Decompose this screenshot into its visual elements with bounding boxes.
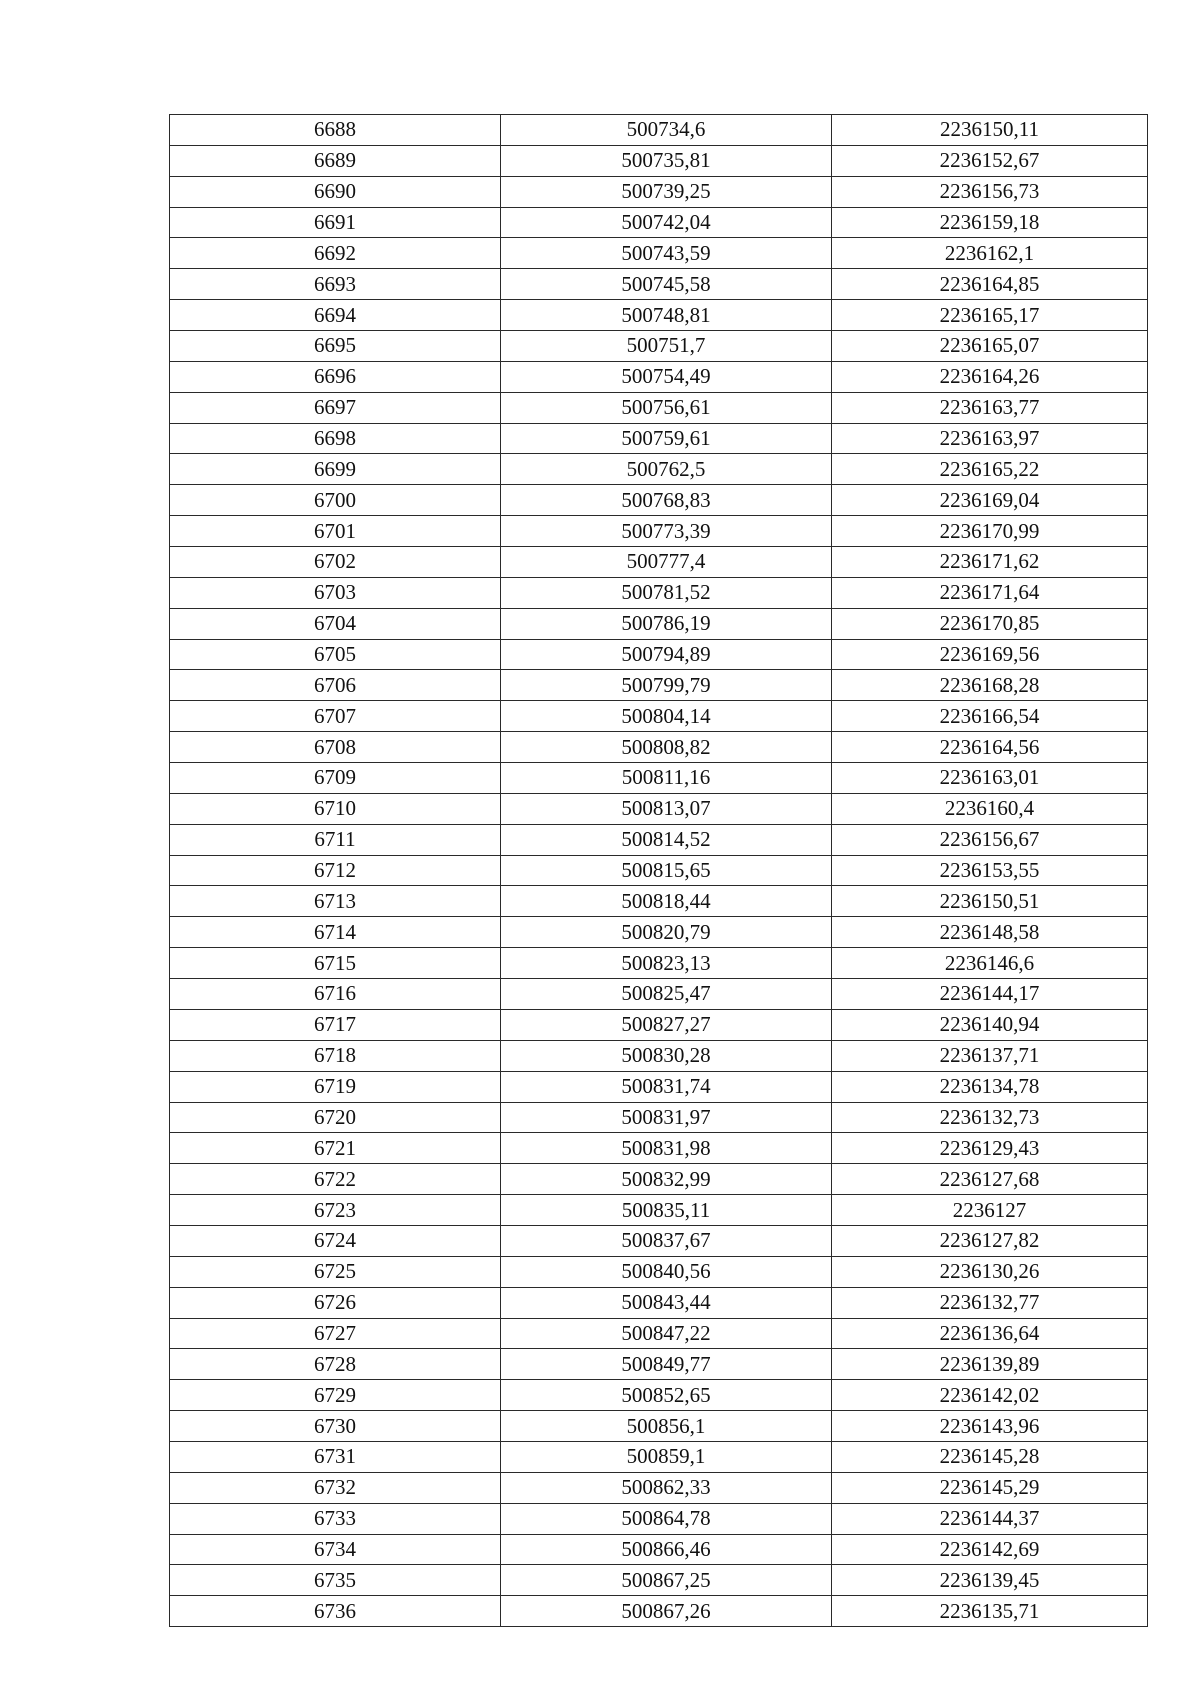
y-coordinate-cell: 2236132,77 [832,1287,1148,1318]
y-coordinate-cell: 2236144,37 [832,1503,1148,1534]
table-row [170,1256,1148,1287]
point-number-cell: 6734 [170,1534,501,1565]
point-number-cell: 6698 [170,423,501,454]
x-coordinate-cell: 500815,65 [501,855,832,886]
table-row [170,577,1148,608]
y-coordinate-cell: 2236132,73 [832,1102,1148,1133]
y-coordinate-cell: 2236137,71 [832,1040,1148,1071]
y-coordinate-cell: 2236130,26 [832,1256,1148,1287]
table-row [170,269,1148,300]
table-row [170,1287,1148,1318]
point-number-cell: 6732 [170,1472,501,1503]
table-row [170,1472,1148,1503]
x-coordinate-cell: 500813,07 [501,793,832,824]
x-coordinate-cell: 500773,39 [501,516,832,547]
point-number-cell: 6722 [170,1164,501,1195]
point-number-cell: 6714 [170,917,501,948]
x-coordinate-cell: 500825,47 [501,979,832,1010]
table-row [170,793,1148,824]
table-row [170,608,1148,639]
x-coordinate-cell: 500867,26 [501,1596,832,1627]
y-coordinate-cell: 2236142,02 [832,1380,1148,1411]
point-number-cell: 6703 [170,577,501,608]
y-coordinate-cell: 2236139,45 [832,1565,1148,1596]
x-coordinate-cell: 500847,22 [501,1318,832,1349]
point-number-cell: 6729 [170,1380,501,1411]
y-coordinate-cell: 2236163,77 [832,392,1148,423]
table-row [170,392,1148,423]
point-number-cell: 6699 [170,454,501,485]
table-row [170,1441,1148,1472]
x-coordinate-cell: 500856,1 [501,1411,832,1442]
point-number-cell: 6702 [170,547,501,578]
y-coordinate-cell: 2236170,99 [832,516,1148,547]
y-coordinate-cell: 2236145,29 [832,1472,1148,1503]
y-coordinate-cell: 2236143,96 [832,1411,1148,1442]
y-coordinate-cell: 2236165,22 [832,454,1148,485]
point-number-cell: 6716 [170,979,501,1010]
table-row [170,639,1148,670]
table-row [170,917,1148,948]
table-row [170,331,1148,362]
table-row [170,1071,1148,1102]
x-coordinate-cell: 500831,97 [501,1102,832,1133]
y-coordinate-cell: 2236127,68 [832,1164,1148,1195]
table-row [170,1040,1148,1071]
point-number-cell: 6707 [170,701,501,732]
x-coordinate-cell: 500820,79 [501,917,832,948]
x-coordinate-cell: 500823,13 [501,948,832,979]
x-coordinate-cell: 500768,83 [501,485,832,516]
point-number-cell: 6719 [170,1071,501,1102]
coordinates-table-body [170,115,1148,1627]
y-coordinate-cell: 2236129,43 [832,1133,1148,1164]
x-coordinate-cell: 500777,4 [501,547,832,578]
table-row [170,1503,1148,1534]
table-row [170,1164,1148,1195]
x-coordinate-cell: 500742,04 [501,207,832,238]
y-coordinate-cell: 2236153,55 [832,855,1148,886]
x-coordinate-cell: 500827,27 [501,1009,832,1040]
y-coordinate-cell: 2236156,67 [832,824,1148,855]
point-number-cell: 6691 [170,207,501,238]
y-coordinate-cell: 2236166,54 [832,701,1148,732]
point-number-cell: 6727 [170,1318,501,1349]
y-coordinate-cell: 2236127,82 [832,1225,1148,1256]
table-row [170,1009,1148,1040]
point-number-cell: 6717 [170,1009,501,1040]
y-coordinate-cell: 2236134,78 [832,1071,1148,1102]
y-coordinate-cell: 2236127 [832,1195,1148,1226]
point-number-cell: 6700 [170,485,501,516]
table-row [170,701,1148,732]
point-number-cell: 6731 [170,1441,501,1472]
y-coordinate-cell: 2236150,51 [832,886,1148,917]
y-coordinate-cell: 2236142,69 [832,1534,1148,1565]
table-row [170,300,1148,331]
point-number-cell: 6694 [170,300,501,331]
table-row [170,115,1148,146]
table-row [170,1380,1148,1411]
table-row [170,1195,1148,1226]
table-row [170,1596,1148,1627]
point-number-cell: 6696 [170,361,501,392]
y-coordinate-cell: 2236144,17 [832,979,1148,1010]
y-coordinate-cell: 2236156,73 [832,176,1148,207]
table-row [170,886,1148,917]
point-number-cell: 6692 [170,238,501,269]
y-coordinate-cell: 2236165,07 [832,331,1148,362]
table-row [170,1565,1148,1596]
x-coordinate-cell: 500818,44 [501,886,832,917]
point-number-cell: 6736 [170,1596,501,1627]
table-row [170,547,1148,578]
x-coordinate-cell: 500840,56 [501,1256,832,1287]
table-row [170,485,1148,516]
table-row [170,423,1148,454]
x-coordinate-cell: 500743,59 [501,238,832,269]
point-number-cell: 6709 [170,763,501,794]
x-coordinate-cell: 500799,79 [501,670,832,701]
x-coordinate-cell: 500843,44 [501,1287,832,1318]
x-coordinate-cell: 500754,49 [501,361,832,392]
y-coordinate-cell: 2236164,26 [832,361,1148,392]
point-number-cell: 6725 [170,1256,501,1287]
point-number-cell: 6715 [170,948,501,979]
point-number-cell: 6710 [170,793,501,824]
y-coordinate-cell: 2236145,28 [832,1441,1148,1472]
x-coordinate-cell: 500786,19 [501,608,832,639]
x-coordinate-cell: 500864,78 [501,1503,832,1534]
point-number-cell: 6711 [170,824,501,855]
table-row [170,948,1148,979]
x-coordinate-cell: 500734,6 [501,115,832,146]
x-coordinate-cell: 500811,16 [501,763,832,794]
x-coordinate-cell: 500759,61 [501,423,832,454]
table-row [170,1102,1148,1133]
table-row [170,824,1148,855]
point-number-cell: 6693 [170,269,501,300]
point-number-cell: 6723 [170,1195,501,1226]
y-coordinate-cell: 2236140,94 [832,1009,1148,1040]
table-row [170,979,1148,1010]
x-coordinate-cell: 500835,11 [501,1195,832,1226]
y-coordinate-cell: 2236168,28 [832,670,1148,701]
y-coordinate-cell: 2236169,56 [832,639,1148,670]
table-row [170,670,1148,701]
x-coordinate-cell: 500808,82 [501,732,832,763]
point-number-cell: 6706 [170,670,501,701]
x-coordinate-cell: 500832,99 [501,1164,832,1195]
y-coordinate-cell: 2236139,89 [832,1349,1148,1380]
point-number-cell: 6718 [170,1040,501,1071]
table-row [170,454,1148,485]
x-coordinate-cell: 500830,28 [501,1040,832,1071]
x-coordinate-cell: 500867,25 [501,1565,832,1596]
y-coordinate-cell: 2236148,58 [832,917,1148,948]
x-coordinate-cell: 500814,52 [501,824,832,855]
table-row [170,763,1148,794]
x-coordinate-cell: 500831,74 [501,1071,832,1102]
point-number-cell: 6688 [170,115,501,146]
table-row [170,1411,1148,1442]
table-row [170,176,1148,207]
y-coordinate-cell: 2236164,85 [832,269,1148,300]
point-number-cell: 6708 [170,732,501,763]
y-coordinate-cell: 2236164,56 [832,732,1148,763]
x-coordinate-cell: 500756,61 [501,392,832,423]
point-number-cell: 6690 [170,176,501,207]
y-coordinate-cell: 2236171,62 [832,547,1148,578]
y-coordinate-cell: 2236152,67 [832,145,1148,176]
point-number-cell: 6701 [170,516,501,547]
table-row [170,361,1148,392]
point-number-cell: 6697 [170,392,501,423]
table-row [170,207,1148,238]
y-coordinate-cell: 2236163,01 [832,763,1148,794]
table-row [170,1318,1148,1349]
table-row [170,855,1148,886]
point-number-cell: 6705 [170,639,501,670]
y-coordinate-cell: 2236150,11 [832,115,1148,146]
x-coordinate-cell: 500748,81 [501,300,832,331]
point-number-cell: 6721 [170,1133,501,1164]
point-number-cell: 6704 [170,608,501,639]
x-coordinate-cell: 500745,58 [501,269,832,300]
point-number-cell: 6730 [170,1411,501,1442]
table-row [170,1534,1148,1565]
x-coordinate-cell: 500751,7 [501,331,832,362]
point-number-cell: 6712 [170,855,501,886]
point-number-cell: 6695 [170,331,501,362]
table-row [170,516,1148,547]
table-row [170,732,1148,763]
table-row [170,238,1148,269]
x-coordinate-cell: 500804,14 [501,701,832,732]
table-row [170,1349,1148,1380]
x-coordinate-cell: 500849,77 [501,1349,832,1380]
point-number-cell: 6728 [170,1349,501,1380]
y-coordinate-cell: 2236169,04 [832,485,1148,516]
x-coordinate-cell: 500862,33 [501,1472,832,1503]
table-row [170,1225,1148,1256]
x-coordinate-cell: 500831,98 [501,1133,832,1164]
point-number-cell: 6689 [170,145,501,176]
y-coordinate-cell: 2236146,6 [832,948,1148,979]
y-coordinate-cell: 2236135,71 [832,1596,1148,1627]
y-coordinate-cell: 2236160,4 [832,793,1148,824]
y-coordinate-cell: 2236165,17 [832,300,1148,331]
point-number-cell: 6720 [170,1102,501,1133]
point-number-cell: 6733 [170,1503,501,1534]
point-number-cell: 6735 [170,1565,501,1596]
x-coordinate-cell: 500762,5 [501,454,832,485]
y-coordinate-cell: 2236162,1 [832,238,1148,269]
x-coordinate-cell: 500781,52 [501,577,832,608]
x-coordinate-cell: 500852,65 [501,1380,832,1411]
x-coordinate-cell: 500866,46 [501,1534,832,1565]
y-coordinate-cell: 2236136,64 [832,1318,1148,1349]
x-coordinate-cell: 500859,1 [501,1441,832,1472]
table-row [170,145,1148,176]
y-coordinate-cell: 2236159,18 [832,207,1148,238]
point-number-cell: 6724 [170,1225,501,1256]
x-coordinate-cell: 500735,81 [501,145,832,176]
y-coordinate-cell: 2236163,97 [832,423,1148,454]
y-coordinate-cell: 2236171,64 [832,577,1148,608]
coordinates-table [169,114,1148,1627]
x-coordinate-cell: 500739,25 [501,176,832,207]
x-coordinate-cell: 500794,89 [501,639,832,670]
table-row [170,1133,1148,1164]
point-number-cell: 6726 [170,1287,501,1318]
y-coordinate-cell: 2236170,85 [832,608,1148,639]
point-number-cell: 6713 [170,886,501,917]
x-coordinate-cell: 500837,67 [501,1225,832,1256]
